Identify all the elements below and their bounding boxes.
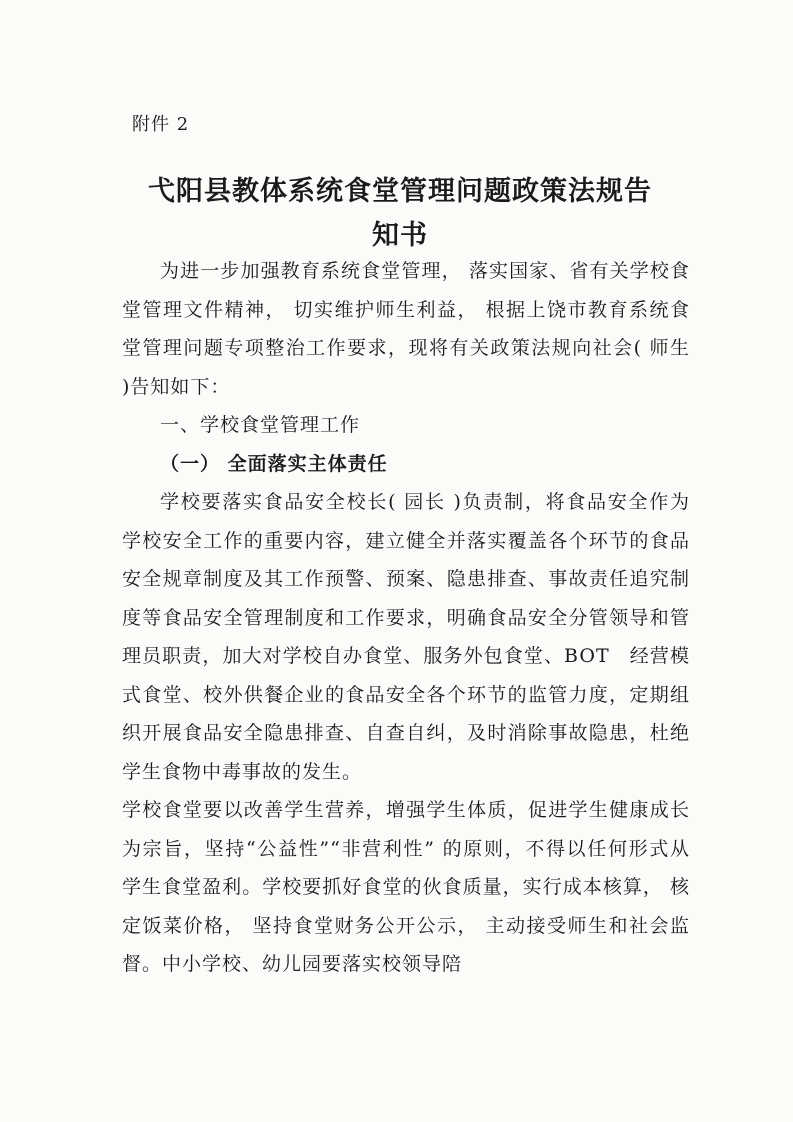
body-paragraph: 学校要落实食品安全校长( 园长 )负责制，将食品安全作为学校安全工作的重要内容，建立健全并落实覆盖各个环节的食品安全规章制度及其工作预警、预案、隐患排查、事故责任追究制度等食品安全管理制度和工作要求，明确食品安全分管领导和管理员职责，加大对学校自办食堂、服务外包食堂、BOT 经营模式食堂、校外供餐企业的食品安全各个环节的监管力度，定期组织开展食品安全隐患排查、自查自纠，及时消除事故隐患，杜绝学生食物中毒事故的发生。 [122, 491, 690, 783]
title-line-1: 弋阳县教体系统食堂管理问题政策法规告 [148, 176, 652, 207]
body-paragraph: 学校食堂要以改善学生营养，增强学生体质，促进学生健康成长为宗旨，坚持“公益性”“非营利性” 的原则，不得以任何形式从学生食堂盈利。学校要抓好食堂的伙食质量，实行成本核算， 核定饭菜价格， 坚持食堂财务公开公示， 主动接受师生和社会监督。中小学校、幼儿园要落实校领导陪 [122, 799, 690, 975]
document-title [120, 170, 680, 258]
title-line-2: 知书 [372, 220, 428, 251]
subsection-heading: （一） 全面落实主体责任 [160, 452, 388, 475]
attachment-label: 附件 2 [132, 114, 190, 135]
intro-paragraph: 为进一步加强教育系统食堂管理， 落实国家、省有关学校食堂管理文件精神， 切实维护师生利益， 根据上饶市教育系统食堂管理问题专项整治工作要求，现将有关政策法规向社会( 师生 )告知如下： [122, 260, 690, 398]
document-body [122, 252, 690, 984]
section-heading: 一、学校食堂管理工作 [160, 414, 361, 436]
